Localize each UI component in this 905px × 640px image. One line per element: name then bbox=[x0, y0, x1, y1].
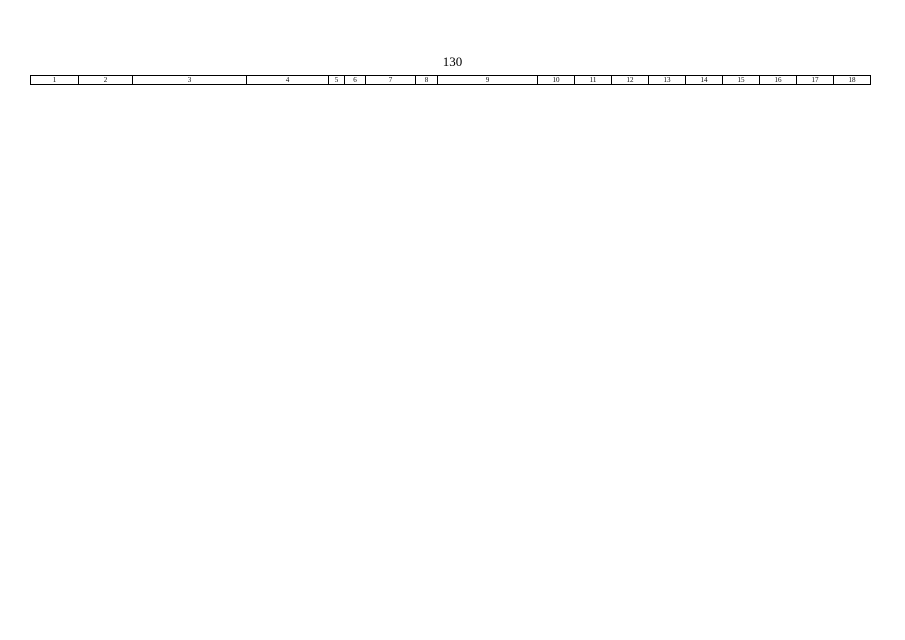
column-number: 2 bbox=[79, 76, 133, 85]
column-number: 16 bbox=[760, 76, 797, 85]
page-number: 130 bbox=[442, 54, 463, 69]
column-numbers-row bbox=[31, 76, 871, 85]
column-number: 8 bbox=[416, 76, 438, 85]
column-number: 17 bbox=[797, 76, 834, 85]
column-number: 5 bbox=[329, 76, 345, 85]
column-number: 9 bbox=[438, 76, 538, 85]
column-number: 18 bbox=[834, 76, 871, 85]
column-number: 3 bbox=[133, 76, 247, 85]
budget-table bbox=[30, 75, 871, 85]
column-number: 7 bbox=[366, 76, 416, 85]
column-number: 4 bbox=[247, 76, 329, 85]
column-number: 10 bbox=[538, 76, 575, 85]
column-number: 13 bbox=[649, 76, 686, 85]
table-body bbox=[31, 76, 871, 85]
column-number: 14 bbox=[686, 76, 723, 85]
column-number: 1 bbox=[31, 76, 79, 85]
column-number: 11 bbox=[575, 76, 612, 85]
column-number: 6 bbox=[345, 76, 366, 85]
column-number: 12 bbox=[612, 76, 649, 85]
column-number: 15 bbox=[723, 76, 760, 85]
